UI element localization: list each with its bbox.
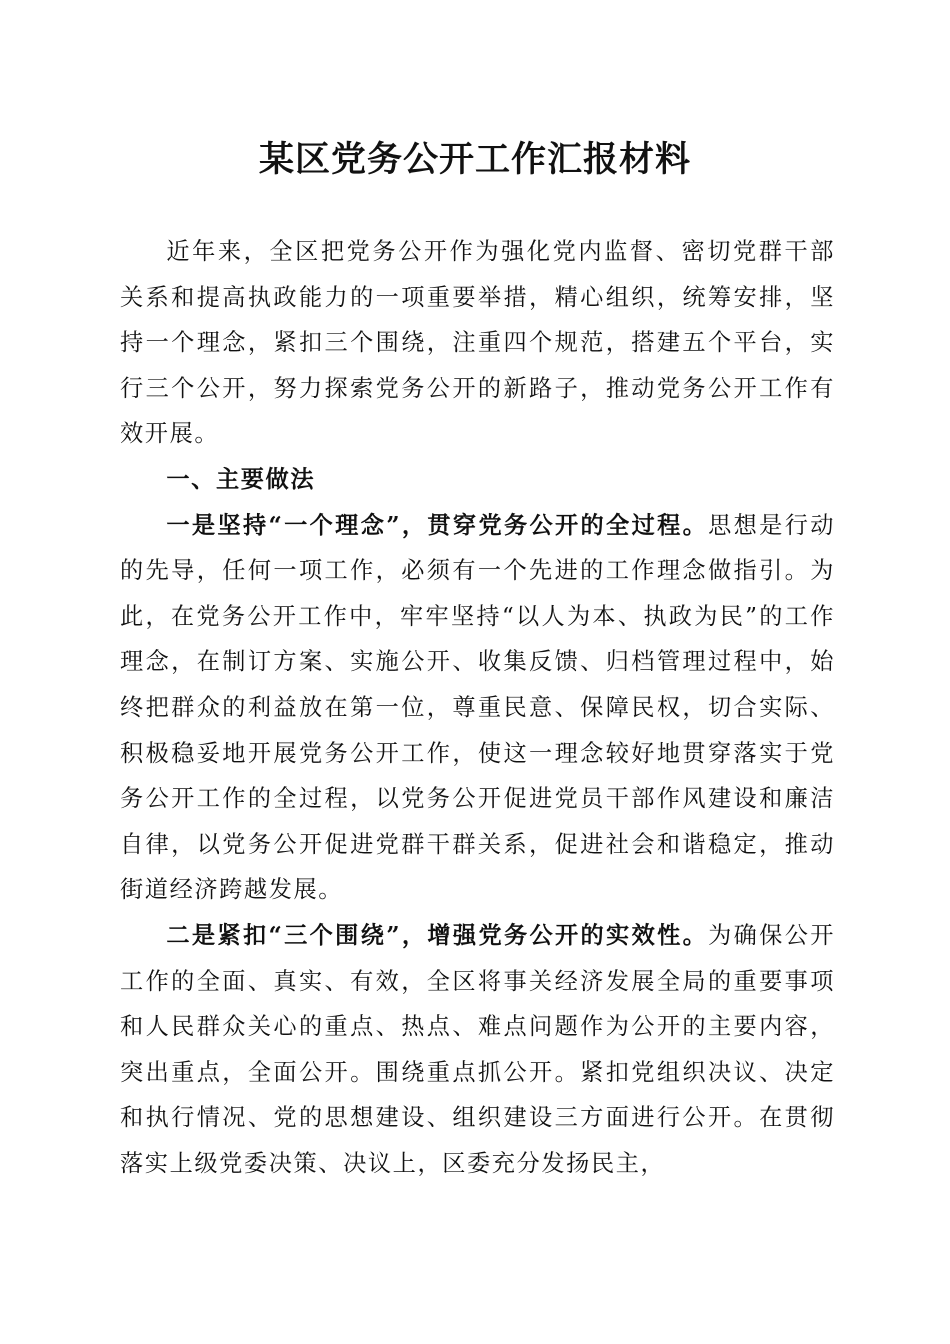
- point-lead-2: 二是紧扣“三个围绕”，增强党务公开的实效性。: [166, 921, 709, 949]
- point-text-1: 思想是行动的先导，任何一项工作，必须有一个先进的工作理念做指引。为此，在党务公开工作中，牢牢坚持“以人为本、执政为民”的工作理念，在制订方案、实施公开、收集反馈、归档管理过程中，始终把群众的利益放在第一位，尊重民意、保障民权，切合实际、积极稳妥地开展党务公开工作，使这一理念较好地贯穿落实于党务公开工作的全过程，以党务公开促进党员干部作风建设和廉洁自律，以党务公开促进党群干群关系，促进社会和谐稳定，推动街道经济跨越发展。: [120, 511, 836, 904]
- section-heading: 一、主要做法: [166, 465, 316, 493]
- point-paragraph-1: [120, 503, 835, 913]
- intro-paragraph: 近年来，全区把党务公开作为强化党内监督、密切党群干部关系和提高执政能力的一项重要举措，精心组织，统筹安排，坚持一个理念，紧扣三个围绕，注重四个规范，搭建五个平台，实行三个公开，努力探索党务公开的新路子，推动党务公开工作有效开展。: [120, 238, 835, 448]
- document-body: [120, 229, 835, 1186]
- point-paragraph-2: [120, 913, 835, 1187]
- point-lead-1: 一是坚持“一个理念”，贯穿党务公开的全过程。: [166, 511, 709, 539]
- point-text-2: 为确保公开工作的全面、真实、有效，全区将事关经济发展全局的重要事项和人民群众关心的重点、热点、难点问题作为公开的主要内容，突出重点，全面公开。围绕重点抓公开。紧扣党组织决议、决定和执行情况、党的思想建设、组织建设三方面进行公开。在贯彻落实上级党委决策、决议上，区委充分发扬民主，: [120, 921, 836, 1177]
- document-title: 某区党务公开工作汇报材料: [258, 139, 691, 180]
